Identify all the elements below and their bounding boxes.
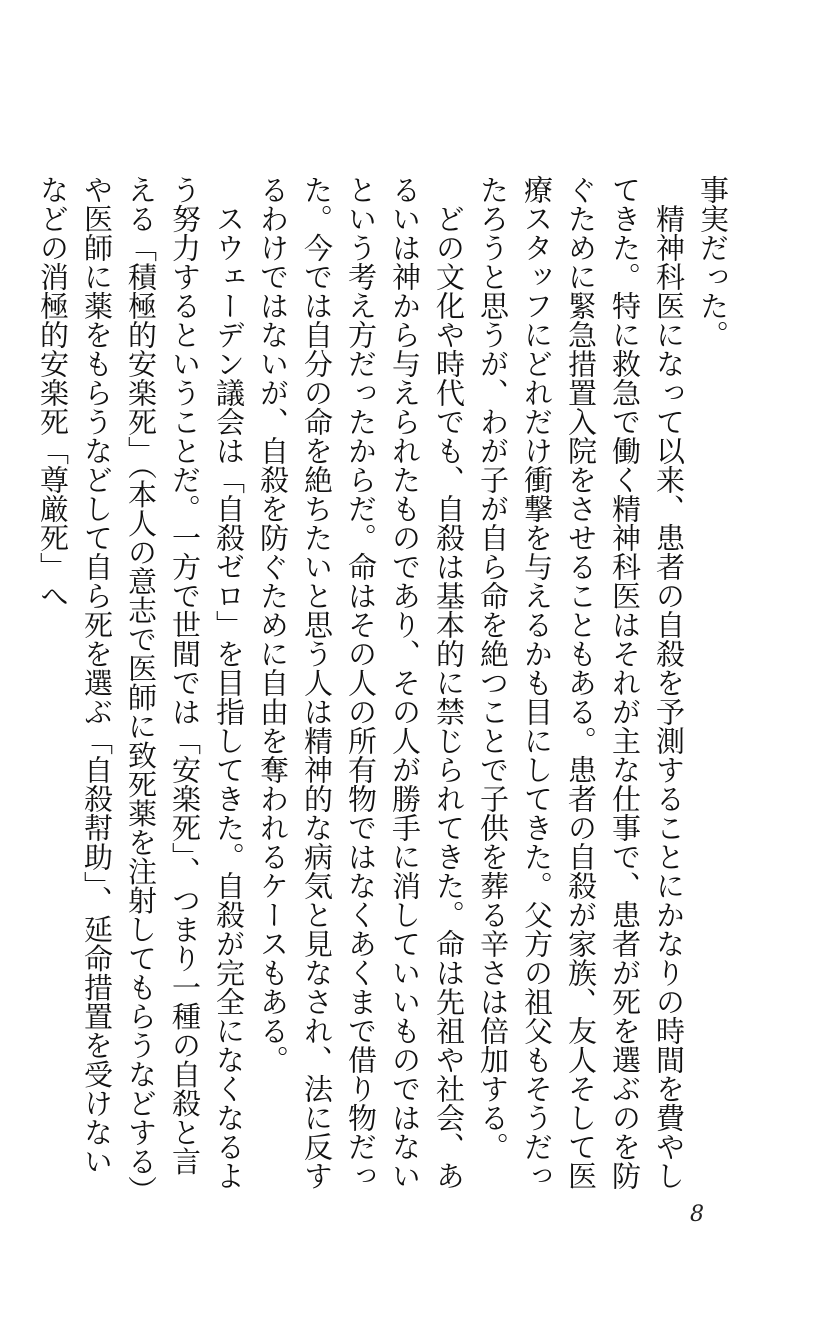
paragraph-4: スウェーデン議会は「自殺ゼロ」を目指してきた。自殺が完全になくなるよう努力するということだ。一方で世間では「安楽死」、つまり一種の自殺と言える「積極的安楽死」（本人の意志で医師に致死薬を注射してもらうなどする）や医師に薬をもらうなどして自ら死を選ぶ「自殺幇助」、延命措置を受けないなどの消極的安楽死「尊厳死」へ — [36, 175, 246, 1190]
page-number: 8 — [690, 1202, 704, 1227]
vertical-text-body — [36, 175, 735, 1190]
paragraph-2: 精神科医になって以来、患者の自殺を予測することにかなりの時間を費やしてきた。特に救急で働く精神科医はそれが主な仕事で、患者が死を選ぶのを防ぐために緊急措置入院をさせることもある。患者の自殺が家族、友人そして医療スタッフにどれだけ衝撃を与えるかも目にしてきた。父方の祖父もそうだったろうと思うが、わが子が自ら命を絶つことで子供を葬る辛さは倍加する。 — [476, 175, 686, 1190]
paragraph-1: 事実だった。 — [696, 175, 730, 349]
paragraph-3: どの文化や時代でも、自殺は基本的に禁じられてきた。命は先祖や社会、あるいは神から与えられたものであり、その人が勝手に消していいものではないという考え方だったからだ。命はその人の所有物ではなくあくまで借り物だった。今では自分の命を絶ちたいと思う人は精神的な病気と見なされ、法に反するわけではないが、自殺を防ぐために自由を奪われるケースもある。 — [256, 175, 466, 1190]
